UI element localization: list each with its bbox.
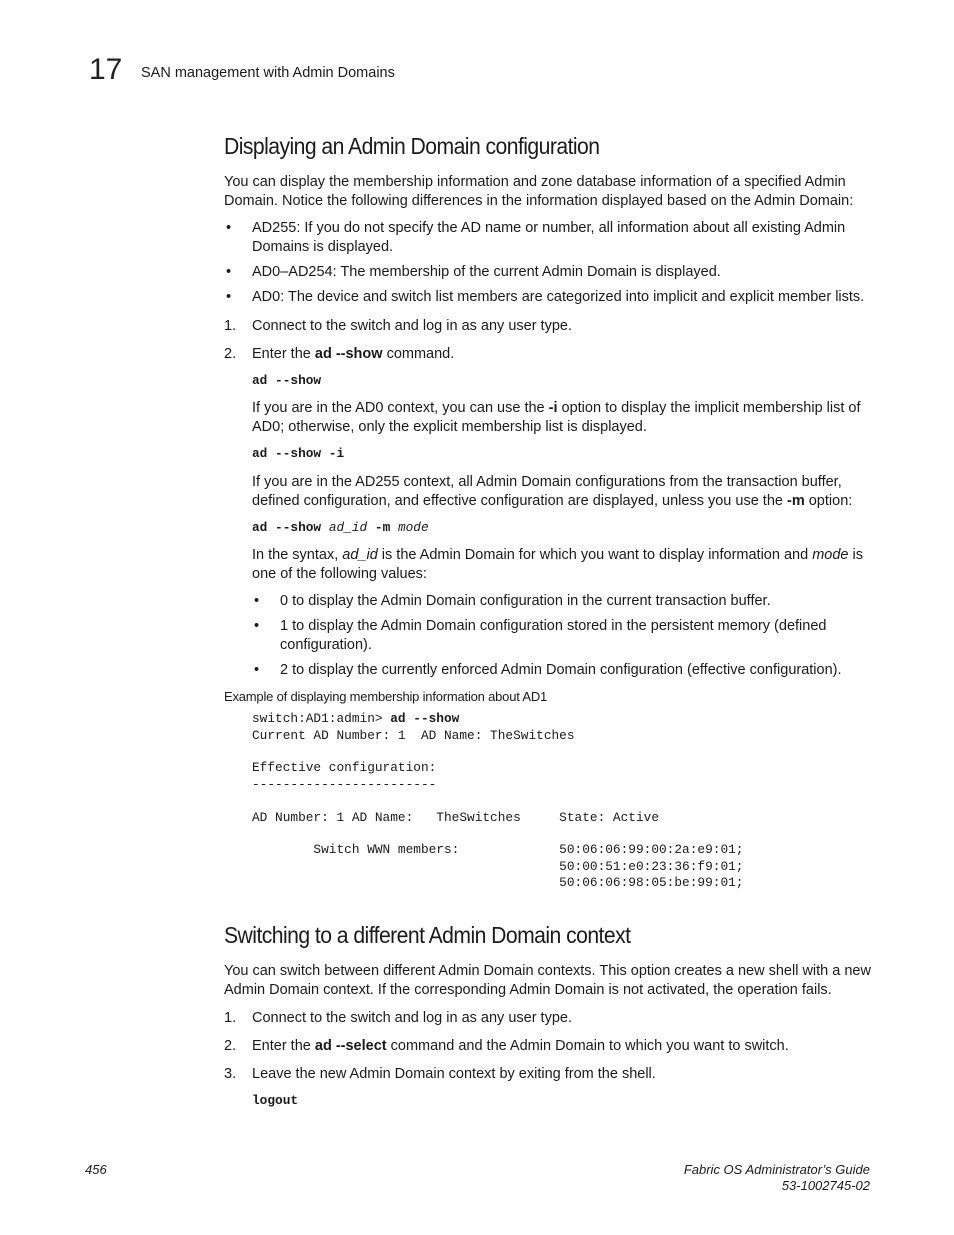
doc-number: 53-1002745-02 bbox=[781, 1178, 870, 1193]
chapter-title: SAN management with Admin Domains bbox=[141, 65, 395, 81]
command-name: ad --show bbox=[314, 346, 383, 362]
step-number: 3. bbox=[224, 1066, 237, 1082]
section-heading: Displaying an Admin Domain configuration bbox=[224, 133, 600, 159]
step-text: Enter the bbox=[252, 346, 315, 362]
step-text: command. bbox=[382, 346, 455, 362]
step-number: 1. bbox=[224, 318, 237, 334]
command-name: ad --select bbox=[314, 1038, 387, 1054]
example-command: switch:AD1:admin> ad --show bbox=[252, 711, 460, 727]
list-item: • 1 to display the Admin Domain configuration stored in the persistent memory (defined configuration). bbox=[252, 617, 874, 655]
list-item: • 0 to display the Admin Domain configuration in the current transaction buffer. bbox=[252, 592, 874, 611]
step-2 bbox=[224, 1037, 874, 1056]
step-number: 1. bbox=[224, 1010, 237, 1026]
code-ad-show: ad --show bbox=[252, 373, 322, 388]
list-item: • AD0: The device and switch list members are categorized into implicit and explicit member lists. bbox=[224, 288, 874, 307]
footer-info bbox=[684, 1162, 870, 1194]
step-number: 2. bbox=[224, 346, 237, 362]
step-text: Leave the new Admin Domain context by exiting from the shell. bbox=[252, 1066, 656, 1082]
page-number: 456 bbox=[85, 1162, 107, 1177]
step-text: command and the Admin Domain to which you want to switch. bbox=[386, 1038, 789, 1054]
step-text: Enter the bbox=[252, 1038, 315, 1054]
implicit-option-paragraph: If you are in the AD0 context, you can use the -i option to display the implicit membership list of AD0; otherwise, only the explicit membership list is displayed. bbox=[252, 400, 861, 436]
intro-paragraph: You can switch between different Admin Domain contexts. This option creates a new shell with a new Admin Domain context. If the corresponding Admin Domain is not activated, the operation fails. bbox=[224, 963, 871, 998]
list-item: • AD0–AD254: The membership of the current Admin Domain is displayed. bbox=[224, 263, 874, 282]
section-heading: Switching to a different Admin Domain context bbox=[224, 922, 631, 948]
guide-title: Fabric OS Administrator’s Guide bbox=[683, 1162, 870, 1177]
list-item: • AD255: If you do not specify the AD name or number, all information about all existing Admin Domains is displayed. bbox=[224, 219, 874, 257]
syntax-paragraph: In the syntax, ad_id is the Admin Domain for which you want to display information and mode is one of the following values: bbox=[252, 547, 863, 583]
step-2 bbox=[224, 345, 874, 364]
step-text: Connect to the switch and log in as any user type. bbox=[252, 1010, 572, 1026]
code-ad-show-i: ad --show -i bbox=[252, 446, 345, 462]
step-number: 2. bbox=[224, 1038, 237, 1054]
mode-option-paragraph: If you are in the AD255 context, all Admin Domain configurations from the transaction buffer, defined configuration, and effective configuration are displayed, unless you use the -m option: bbox=[252, 473, 853, 509]
code-ad-show-m: ad --show ad_id -m mode bbox=[252, 519, 429, 535]
example-output: Current AD Number: 1 AD Name: TheSwitches Effective configuration: ------------------------ AD Number: 1 AD Name: TheSwitches State: Active Switch WWN members: 50:06:06:99:00:2a:e9:01; 50:00:51:e0:23:36:f9:01; 50:06:06:98:05:be:99:01; bbox=[252, 727, 744, 891]
section-switching-context bbox=[224, 921, 874, 1109]
list-item: • 2 to display the currently enforced Admin Domain configuration (effective configuration). bbox=[252, 661, 874, 680]
step-text: Connect to the switch and log in as any user type. bbox=[252, 318, 572, 334]
section-displaying-config bbox=[224, 132, 874, 892]
example-title: Example of displaying membership information about AD1 bbox=[224, 689, 548, 705]
step-3 bbox=[224, 1065, 874, 1084]
chapter-number: 17 bbox=[89, 53, 123, 86]
step-1 bbox=[224, 1009, 874, 1028]
code-logout: logout bbox=[252, 1093, 299, 1108]
step-1 bbox=[224, 317, 874, 336]
intro-paragraph: You can display the membership information and zone database information of a specified Admin Domain. Notice the following differences in the information displayed based on the Admin Domain: bbox=[224, 174, 854, 209]
